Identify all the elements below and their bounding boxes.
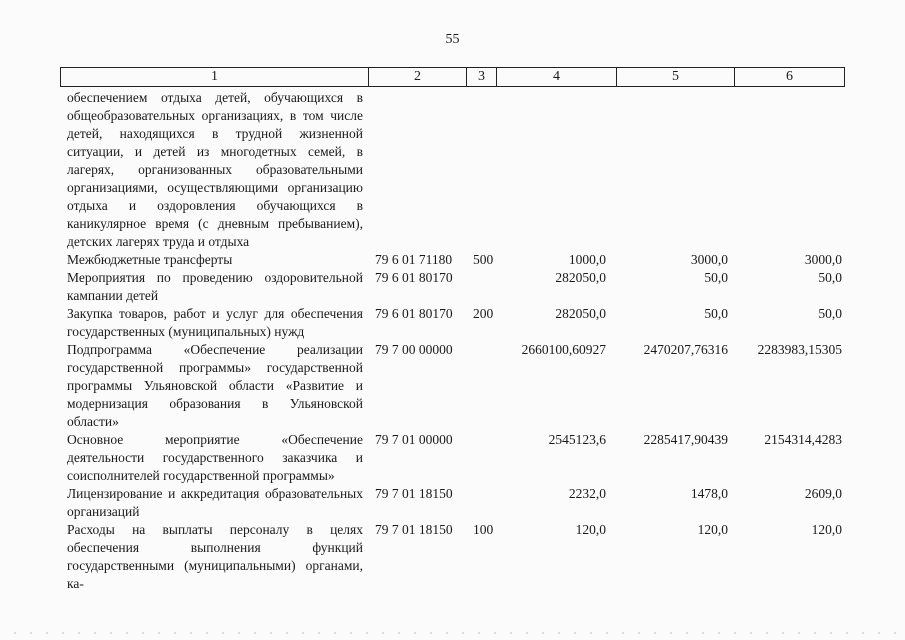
row-value-col6: 3000,0 <box>804 252 842 267</box>
row-expense-type: 500 <box>473 252 494 267</box>
table-row <box>0 305 905 341</box>
row-code: 79 6 01 80170 <box>375 270 453 285</box>
row-value-col5: 50,0 <box>704 270 728 285</box>
row-code: 79 6 01 80170 <box>375 306 453 321</box>
header-col-6: 6 <box>786 69 793 84</box>
table-row <box>0 521 905 593</box>
row-code: 79 7 01 18150 <box>375 522 453 537</box>
row-description: Мероприятия по проведению оздоровительной кампании детей <box>67 270 363 303</box>
row-value-col6: 50,0 <box>818 270 842 285</box>
table-row <box>0 269 905 305</box>
row-value-col4: 1000,0 <box>568 252 606 267</box>
table-row <box>0 341 905 431</box>
row-description: Подпрограмма «Обеспечение реализации государственной программы» государственной программы Ульяновской области «Развитие и модернизация образования в Ульяновской области» <box>67 342 363 429</box>
row-value-col5: 120,0 <box>697 522 728 537</box>
row-value-col5: 2470207,76316 <box>643 342 728 357</box>
row-value-col6: 120,0 <box>811 522 842 537</box>
row-code: 79 7 01 18150 <box>375 486 453 501</box>
row-value-col6: 2283983,15305 <box>757 342 842 357</box>
row-code: 79 7 00 00000 <box>375 342 453 357</box>
row-value-col4: 2545123,6 <box>548 432 606 447</box>
row-expense-type: 200 <box>473 306 494 321</box>
table-row <box>0 251 905 269</box>
header-col-3: 3 <box>467 68 497 86</box>
scan-noise <box>0 632 905 634</box>
row-value-col5: 3000,0 <box>690 252 728 267</box>
header-col-4: 4 <box>497 68 617 86</box>
row-value-col4: 2232,0 <box>568 486 606 501</box>
row-description: Основное мероприятие «Обеспечение деятельности государственного заказчика и соисполнителей государственной программы» <box>67 432 363 483</box>
row-value-col5: 2285417,90439 <box>643 432 728 447</box>
row-value-col4: 282050,0 <box>555 270 606 285</box>
table-body <box>0 89 905 609</box>
row-value-col5: 1478,0 <box>690 486 728 501</box>
header-col-1: 1 <box>61 68 369 86</box>
table-row <box>0 485 905 521</box>
row-code: 79 6 01 71180 <box>375 252 453 267</box>
row-value-col4: 120,0 <box>575 522 606 537</box>
row-code: 79 7 01 00000 <box>375 432 453 447</box>
row-value-col6: 2154314,4283 <box>764 432 842 447</box>
table-row <box>0 431 905 485</box>
table-header-row <box>60 67 845 87</box>
row-value-col4: 282050,0 <box>555 306 606 321</box>
row-value-col6: 50,0 <box>818 306 842 321</box>
header-col-2: 2 <box>369 68 467 86</box>
row-value-col5: 50,0 <box>704 306 728 321</box>
row-value-col4: 2660100,60927 <box>521 342 606 357</box>
row-description: Лицензирование и аккредитация образовательных организаций <box>67 486 363 519</box>
page-number: 55 <box>445 32 460 47</box>
row-description: обеспечением отдыха детей, обучающихся в общеобразовательных организациях, в том числе детей, находящихся в трудной жизненной ситуации, и детей из многодетных семей, в лагерях, организованных образовательными организациями, осуществляющими организацию отдыха и оздоровления обучающихся в каникулярное время (с дневным пребыванием), детских лагерях труда и отдыха <box>67 90 363 249</box>
row-expense-type: 100 <box>473 522 494 537</box>
table-row <box>0 89 905 251</box>
row-description: Межбюджетные трансферты <box>67 252 233 267</box>
row-description: Закупка товаров, работ и услуг для обеспечения государственных (муниципальных) нужд <box>67 306 363 339</box>
row-description: Расходы на выплаты персоналу в целях обеспечения выполнения функций государственными (муниципальными) органами, ка- <box>67 522 363 591</box>
header-col-5: 5 <box>617 68 735 86</box>
row-value-col6: 2609,0 <box>804 486 842 501</box>
